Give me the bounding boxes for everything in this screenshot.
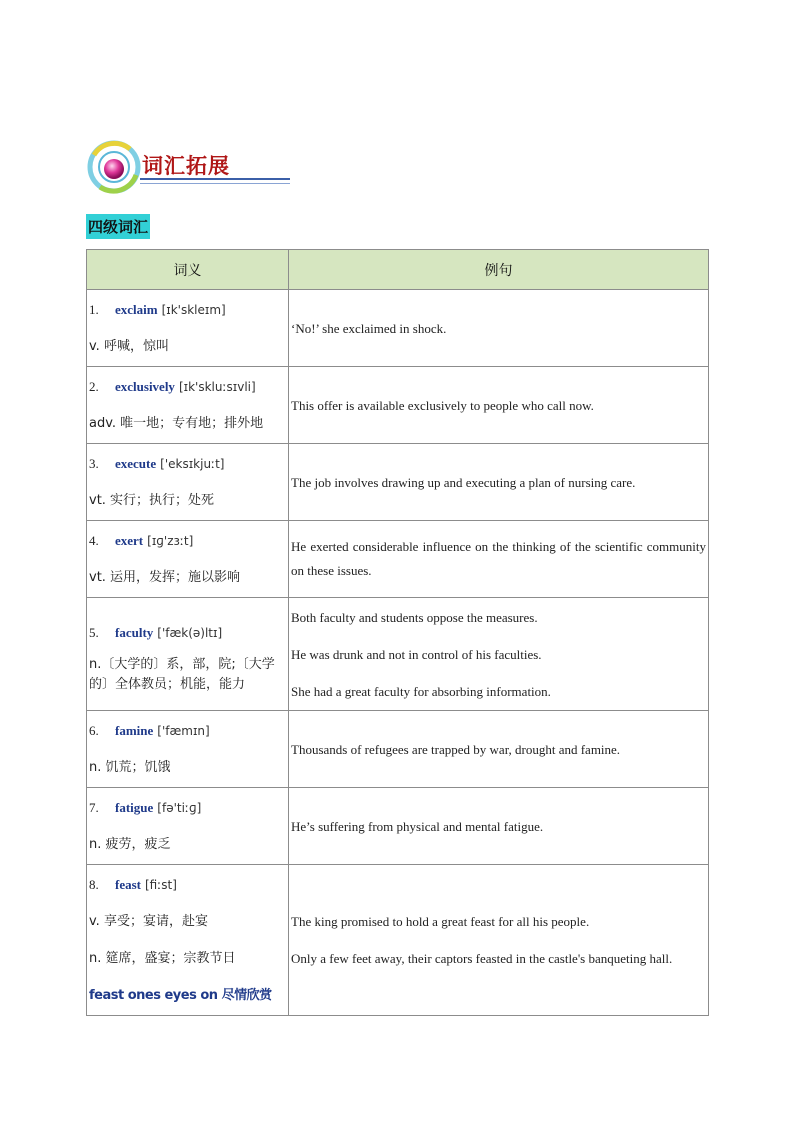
row-number: 8. <box>89 877 99 892</box>
example-sentence: The job involves drawing up and executing a plan of nursing care. <box>291 474 636 490</box>
example-sentence: Only a few feet away, their captors feasted in the castle's banqueting hall. <box>291 951 673 966</box>
ring-ball-icon <box>86 140 142 194</box>
headword: famine <box>115 723 154 738</box>
example-cell <box>289 711 709 788</box>
example-cell <box>289 367 709 444</box>
table-row <box>87 711 709 788</box>
example-cell <box>289 598 709 711</box>
vocab-table <box>86 249 709 1016</box>
header-word: 词义 <box>87 250 289 290</box>
headword: exert <box>115 533 144 548</box>
table-row <box>87 521 709 598</box>
word-meaning: v. 呼喊，惊叫 <box>89 339 169 354</box>
word-meaning: vt. 运用，发挥；施以影响 <box>89 570 241 585</box>
example-sentence: ‘No!’ she exclaimed in shock. <box>291 320 447 336</box>
table-row <box>87 598 709 711</box>
example-sentence: He exerted considerable influence on the thinking of the scientific community on these issues. <box>291 539 706 578</box>
word-meaning-noun: n. 筵席，盛宴；宗教节日 <box>89 951 236 966</box>
row-number: 3. <box>89 456 99 471</box>
example-sentence: He’s suffering from physical and mental fatigue. <box>291 818 544 834</box>
word-cell <box>87 788 289 865</box>
title-underline <box>140 178 290 180</box>
pronunciation: ['fæk(ə)ltɪ] <box>157 625 223 640</box>
headword: execute <box>115 456 157 471</box>
example-sentence: Thousands of refugees are trapped by war, drought and famine. <box>291 741 621 757</box>
pronunciation: ['fæmɪn] <box>157 724 210 738</box>
word-cell <box>87 367 289 444</box>
word-meaning: adv. 唯一地；专有地；排外地 <box>89 416 264 431</box>
example-cell <box>289 865 709 1016</box>
pronunciation: [ɪk'skluːsɪvli] <box>178 380 256 394</box>
pronunciation: [ɪk'skleɪm] <box>161 303 226 317</box>
example-cell <box>289 788 709 865</box>
title-underline-thin <box>140 183 290 184</box>
row-number: 1. <box>89 302 99 317</box>
pronunciation: [ɪɡ'zɜːt] <box>147 534 194 548</box>
word-phrase: feast ones eyes on 尽情欣赏 <box>89 988 272 1003</box>
row-number: 7. <box>89 800 99 815</box>
word-meaning: v. 享受；宴请，赴宴 <box>89 914 208 929</box>
example-sentence: She had a great faculty for absorbing information. <box>291 683 551 699</box>
section-title: 词汇拓展 <box>142 154 230 178</box>
word-meaning: vt. 实行；执行；处死 <box>89 493 215 508</box>
row-number: 5. <box>89 624 99 640</box>
headword: fatigue <box>115 800 154 815</box>
headword: exclaim <box>115 302 158 317</box>
row-number: 2. <box>89 379 99 394</box>
word-cell <box>87 521 289 598</box>
headword: feast <box>115 877 141 892</box>
word-cell <box>87 865 289 1016</box>
subtitle-label: 四级词汇 <box>86 214 150 239</box>
word-cell <box>87 711 289 788</box>
word-cell <box>87 598 289 711</box>
word-cell <box>87 444 289 521</box>
row-number: 6. <box>89 723 99 738</box>
table-row <box>87 865 709 1016</box>
example-cell <box>289 521 709 598</box>
example-sentence: He was drunk and not in control of his faculties. <box>291 646 542 662</box>
table-row <box>87 444 709 521</box>
word-cell <box>87 290 289 367</box>
word-meaning: n. 饥荒；饥饿 <box>89 760 171 775</box>
word-meaning: n. 疲劳，疲乏 <box>89 837 171 852</box>
row-number: 4. <box>89 533 99 548</box>
example-sentence: The king promised to hold a great feast for all his people. <box>291 914 590 929</box>
example-sentence: This offer is available exclusively to people who call now. <box>291 397 594 413</box>
pronunciation: [fiːst] <box>145 878 177 892</box>
table-row <box>87 290 709 367</box>
example-cell <box>289 290 709 367</box>
headword: faculty <box>115 624 154 640</box>
pronunciation: [fə'tiːɡ] <box>157 801 202 815</box>
headword: exclusively <box>115 379 175 394</box>
table-header-row <box>87 250 709 290</box>
example-cell <box>289 444 709 521</box>
example-sentence: Both faculty and students oppose the measures. <box>291 609 538 625</box>
table-row <box>87 367 709 444</box>
section-header <box>86 140 290 194</box>
pronunciation: ['eksɪkjuːt] <box>160 457 225 471</box>
header-example: 例句 <box>289 250 709 290</box>
word-meaning: n.〔大学的〕系，部，院;〔大学的〕全体教员；机能，能力 <box>89 656 275 692</box>
table-row <box>87 788 709 865</box>
